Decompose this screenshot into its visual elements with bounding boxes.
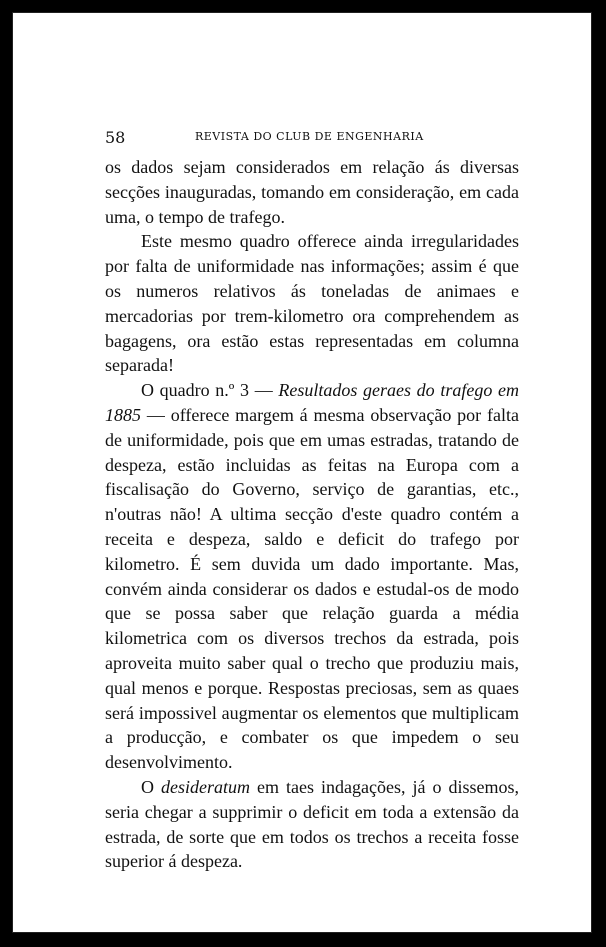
- paragraph-4-pre: O: [141, 776, 162, 797]
- paragraph-1-text: os dados sejam considerados em relação ás diversas secções inauguradas, tomando em consideração, em cada uma, o tempo de trafego.: [105, 157, 519, 227]
- paragraph-2-text: Este mesmo quadro offerece ainda irregularidades por falta de uniformidade nas informações; assim é que os numeros relativos ás toneladas de animaes e mercadorias por trem-kilometro ora comprehendem as bagagens, ora estão estas representadas em columna separada!: [105, 231, 519, 376]
- page-header: [105, 128, 525, 148]
- paragraph-3-pre: O quadro n.º 3 —: [141, 380, 279, 401]
- paragraph-3-post: — offerece margem á mesma observação por falta de uniformidade, pois que em umas estradas, tratando de despeza, estão incluidas as feitas na Europa com a fiscalisação do Governo, serviço de garantias, etc., n'outras não! A ultima secção d'este quadro contém a receita e despeza, saldo e deficit do trafego por kilometro. É sem duvida um dado importante. Mas, convém ainda considerar os dados e estudal-os de modo que se possa saber que relação guarda a média kilometrica com os diversos trechos da estrada, pois aproveita muito saber qual o trecho que produziu mais, qual menos e porque. Respostas preciosas, sem as quaes será impossivel augmentar os elementos que multiplicam a producção, e combater os que impedem o seu desenvolvimento.: [105, 404, 519, 773]
- paragraph-4-post: em taes indagações, já o dissemos, seria chegar a supprimir o deficit em toda a extensão da estrada, de sorte que em todos os trechos a receita fosse superior á despeza.: [105, 776, 520, 872]
- paragraph-4: [105, 775, 519, 874]
- book-page: [12, 12, 592, 933]
- body-text: [105, 155, 519, 874]
- paragraph-3-italic-title: Resultados geraes do trafego em 1885: [105, 380, 519, 425]
- paragraph-4-italic-term: desideratum: [161, 776, 251, 797]
- running-title: REVISTA DO CLUB DE ENGENHARIA: [195, 130, 424, 143]
- paragraph-2: [105, 229, 519, 378]
- paragraph-3: [105, 378, 519, 775]
- page-number: 58: [105, 128, 126, 147]
- paragraph-1: [105, 155, 519, 229]
